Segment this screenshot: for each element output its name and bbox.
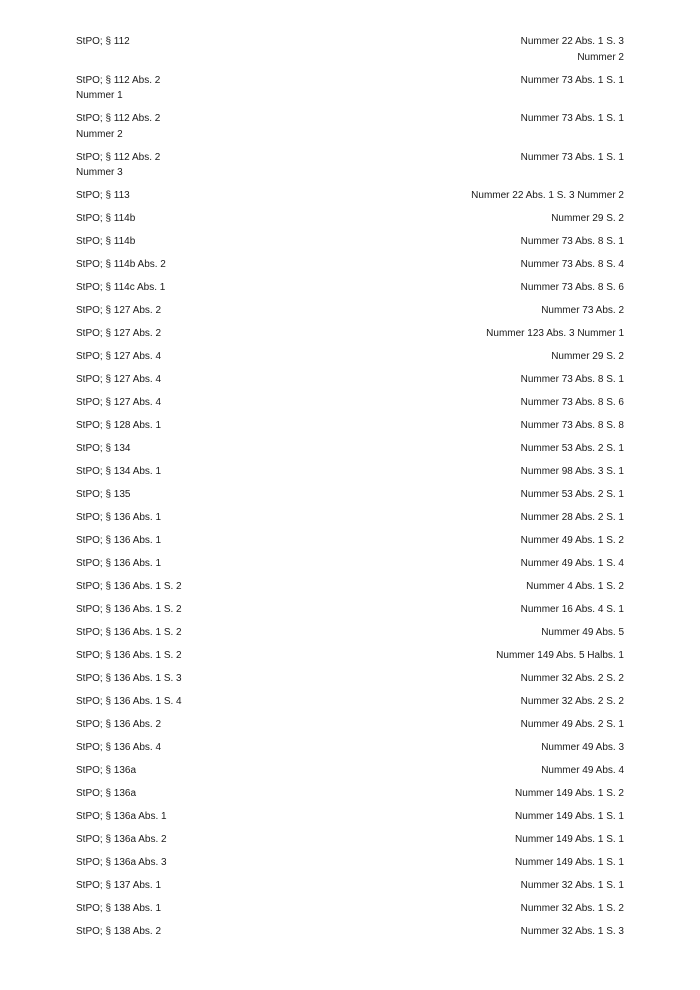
law-reference-cell: StPO; § 137 Abs. 1 — [76, 880, 162, 891]
table-row — [76, 234, 624, 250]
law-reference-cell: StPO; § 136a Abs. 1 — [76, 811, 167, 822]
number-reference-cell: Nummer 73 Abs. 1 S. 1 — [520, 74, 624, 86]
number-reference-cell: Nummer 49 Abs. 5 — [541, 627, 624, 638]
number-reference-cell: Nummer 149 Abs. 5 Halbs. 1 — [496, 650, 624, 661]
law-reference-cell: StPO; § 136a — [76, 788, 137, 799]
table-row — [76, 418, 624, 434]
number-reference-cell: Nummer 73 Abs. 8 S. 6 — [520, 397, 624, 408]
law-reference-cell: StPO; § 136 Abs. 1 — [76, 558, 162, 569]
table-row — [76, 395, 624, 411]
table-row — [76, 150, 624, 181]
table-row — [76, 717, 624, 733]
number-reference-cell: Nummer 4 Abs. 1 S. 2 — [526, 581, 624, 592]
law-reference-cell: StPO; § 127 Abs. 2 — [76, 305, 162, 316]
number-reference-cell: Nummer 49 Abs. 4 — [541, 765, 624, 776]
number-reference-cell: Nummer 22 Abs. 1 S. 3 Nummer 2 — [520, 36, 624, 63]
table-row — [76, 280, 624, 296]
table-row — [76, 510, 624, 526]
law-reference-cell: StPO; § 136 Abs. 1 S. 4 — [76, 696, 182, 707]
table-row — [76, 855, 624, 871]
law-reference-cell: StPO; § 136a Abs. 2 — [76, 834, 167, 845]
law-reference-cell: StPO; § 138 Abs. 2 — [76, 926, 162, 937]
table-row — [76, 487, 624, 503]
law-reference-cell: StPO; § 112 Abs. 2 Nummer 3 — [76, 151, 161, 178]
number-reference-cell: Nummer 73 Abs. 8 S. 6 — [520, 282, 624, 293]
law-reference-cell: StPO; § 113 — [76, 190, 130, 201]
number-reference-cell: Nummer 49 Abs. 1 S. 2 — [520, 535, 624, 546]
law-reference-cell: StPO; § 136 Abs. 1 S. 2 — [76, 627, 182, 638]
table-row — [76, 556, 624, 572]
table-row — [76, 533, 624, 549]
table-row — [76, 878, 624, 894]
law-reference-cell: StPO; § 112 Abs. 2 Nummer 2 — [76, 113, 161, 140]
number-reference-cell: Nummer 32 Abs. 1 S. 3 — [520, 926, 624, 937]
number-reference-cell: Nummer 32 Abs. 2 S. 2 — [520, 673, 624, 684]
number-reference-cell: Nummer 149 Abs. 1 S. 2 — [515, 788, 624, 799]
law-reference-cell: StPO; § 112 Abs. 2 Nummer 1 — [76, 74, 161, 101]
table-row — [76, 763, 624, 779]
law-reference-cell: StPO; § 136 Abs. 2 — [76, 719, 162, 730]
number-reference-cell: Nummer 73 Abs. 8 S. 8 — [520, 420, 624, 431]
number-reference-cell: Nummer 16 Abs. 4 S. 1 — [520, 604, 624, 615]
number-reference-cell: Nummer 49 Abs. 2 S. 1 — [520, 719, 624, 730]
table-row — [76, 372, 624, 388]
table-row — [76, 441, 624, 457]
table-row — [76, 671, 624, 687]
number-reference-cell: Nummer 73 Abs. 8 S. 4 — [520, 259, 624, 270]
table-row — [76, 809, 624, 825]
law-reference-cell: StPO; § 136 Abs. 1 S. 2 — [76, 604, 182, 615]
number-reference-cell: Nummer 22 Abs. 1 S. 3 Nummer 2 — [471, 190, 624, 201]
number-reference-cell: Nummer 32 Abs. 1 S. 2 — [520, 903, 624, 914]
number-reference-cell: Nummer 49 Abs. 3 — [541, 742, 624, 753]
law-reference-cell: StPO; § 114c Abs. 1 — [76, 282, 166, 293]
table-row — [76, 625, 624, 641]
number-reference-cell: Nummer 149 Abs. 1 S. 1 — [515, 857, 624, 868]
table-row — [76, 349, 624, 365]
number-reference-cell: Nummer 73 Abs. 2 — [541, 305, 624, 316]
table-row — [76, 73, 624, 104]
law-reference-cell: StPO; § 127 Abs. 2 — [76, 328, 162, 339]
table-row — [76, 464, 624, 480]
table-row — [76, 648, 624, 664]
law-reference-cell: StPO; § 135 — [76, 489, 131, 500]
table-row — [76, 901, 624, 917]
number-reference-cell: Nummer 32 Abs. 1 S. 1 — [520, 880, 624, 891]
number-reference-cell: Nummer 28 Abs. 2 S. 1 — [520, 512, 624, 523]
law-reference-cell: StPO; § 112 — [76, 36, 130, 47]
law-reference-cell: StPO; § 114b Abs. 2 — [76, 259, 166, 270]
law-reference-cell: StPO; § 128 Abs. 1 — [76, 420, 162, 431]
number-reference-cell: Nummer 29 S. 2 — [551, 213, 624, 224]
law-reference-cell: StPO; § 136 Abs. 1 S. 2 — [76, 581, 182, 592]
number-reference-cell: Nummer 149 Abs. 1 S. 1 — [515, 811, 624, 822]
number-reference-cell: Nummer 73 Abs. 8 S. 1 — [520, 236, 624, 247]
table-row — [76, 579, 624, 595]
law-reference-cell: StPO; § 114b — [76, 213, 136, 224]
table-row — [76, 924, 624, 940]
table-row — [76, 602, 624, 618]
table-row — [76, 326, 624, 342]
law-reference-cell: StPO; § 136 Abs. 1 — [76, 512, 162, 523]
table-row — [76, 740, 624, 756]
table-row — [76, 832, 624, 848]
number-reference-cell: Nummer 73 Abs. 1 S. 1 — [520, 151, 624, 163]
table-row — [76, 111, 624, 142]
table-row — [76, 694, 624, 710]
number-reference-cell: Nummer 123 Abs. 3 Nummer 1 — [486, 328, 624, 339]
table-row — [76, 211, 624, 227]
table-row — [76, 34, 624, 65]
law-reference-cell: StPO; § 136a — [76, 765, 137, 776]
law-reference-cell: StPO; § 136 Abs. 1 S. 2 — [76, 650, 182, 661]
table-row — [76, 257, 624, 273]
law-reference-cell: StPO; § 136a Abs. 3 — [76, 857, 167, 868]
law-reference-cell: StPO; § 134 Abs. 1 — [76, 466, 162, 477]
index-table — [76, 34, 624, 947]
law-reference-cell: StPO; § 127 Abs. 4 — [76, 374, 162, 385]
law-reference-cell: StPO; § 136 Abs. 1 — [76, 535, 162, 546]
number-reference-cell: Nummer 53 Abs. 2 S. 1 — [520, 443, 624, 454]
table-row — [76, 303, 624, 319]
table-row — [76, 188, 624, 204]
law-reference-cell: StPO; § 114b — [76, 236, 136, 247]
table-row — [76, 786, 624, 802]
law-reference-cell: StPO; § 134 — [76, 443, 131, 454]
number-reference-cell: Nummer 73 Abs. 1 S. 1 — [520, 113, 624, 124]
law-reference-cell: StPO; § 136 Abs. 4 — [76, 742, 162, 753]
law-reference-cell: StPO; § 138 Abs. 1 — [76, 903, 162, 914]
number-reference-cell: Nummer 49 Abs. 1 S. 4 — [520, 558, 624, 569]
number-reference-cell: Nummer 32 Abs. 2 S. 2 — [520, 696, 624, 707]
number-reference-cell: Nummer 73 Abs. 8 S. 1 — [520, 374, 624, 385]
number-reference-cell: Nummer 98 Abs. 3 S. 1 — [520, 466, 624, 477]
number-reference-cell: Nummer 29 S. 2 — [551, 351, 624, 362]
law-reference-cell: StPO; § 127 Abs. 4 — [76, 397, 162, 408]
law-reference-cell: StPO; § 127 Abs. 4 — [76, 351, 162, 362]
law-reference-cell: StPO; § 136 Abs. 1 S. 3 — [76, 673, 182, 684]
number-reference-cell: Nummer 53 Abs. 2 S. 1 — [520, 489, 624, 500]
number-reference-cell: Nummer 149 Abs. 1 S. 1 — [515, 834, 624, 845]
